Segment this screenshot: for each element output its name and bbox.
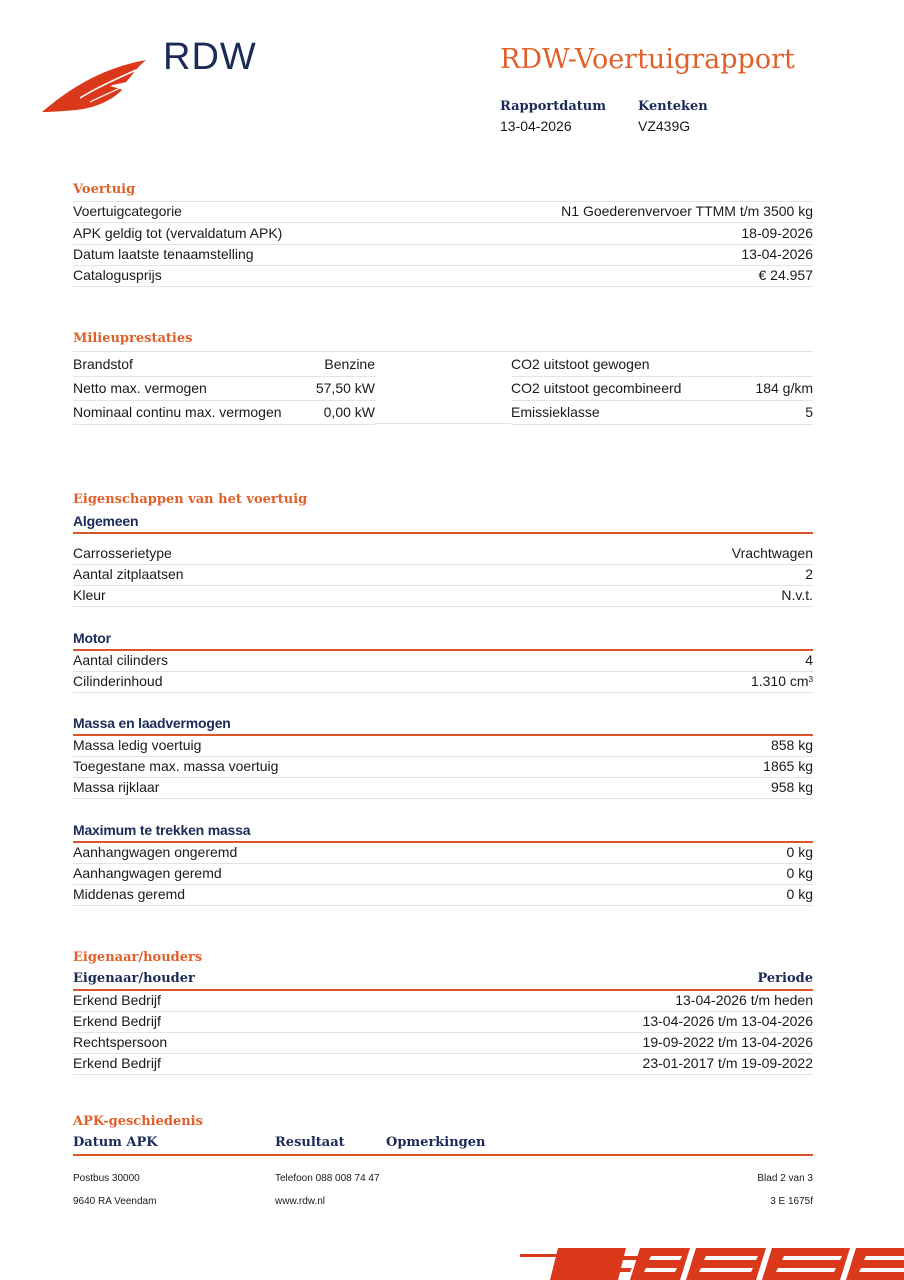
row-value: 1865 kg — [763, 758, 813, 774]
footer-telefoon: Telefoon 088 008 74 47 — [275, 1173, 380, 1184]
footer-code: 3 E 1675f — [770, 1196, 813, 1207]
divider — [73, 532, 813, 534]
row-value: 4 — [805, 652, 813, 668]
row-label: Massa rijklaar — [73, 779, 160, 795]
row-label: Catalogusprijs — [73, 267, 162, 283]
row-label: Erkend Bedrijf — [73, 1055, 161, 1071]
row-value: 2 — [805, 566, 813, 582]
row-label: Erkend Bedrijf — [73, 992, 161, 1008]
datum-apk-column-header: Datum APK — [73, 1135, 158, 1150]
row-label: Emissieklasse — [511, 404, 600, 420]
owner-row — [73, 1011, 813, 1033]
eigenaar-section-title: Eigenaar/houders — [73, 950, 203, 965]
kenteken-value: VZ439G — [638, 118, 691, 134]
milieu-row — [73, 352, 375, 377]
row-label: Aantal cilinders — [73, 652, 168, 668]
owner-row — [73, 1032, 813, 1054]
milieu-row — [73, 400, 375, 425]
row-label: Aanhangwagen ongeremd — [73, 844, 238, 860]
row-label: Cilinderinhoud — [73, 673, 163, 689]
algemeen-row — [73, 564, 813, 586]
eigenschappen-section-title: Eigenschappen van het voertuig — [73, 492, 308, 507]
row-value: N1 Goederenvervoer TTMM t/m 3500 kg — [561, 203, 813, 219]
decorative-stripes-icon — [520, 1244, 904, 1280]
kenteken-label: Kenteken — [638, 99, 708, 114]
voertuig-row — [73, 201, 813, 223]
row-value: 18-09-2026 — [741, 225, 813, 241]
massa-subtitle: Massa en laadvermogen — [73, 715, 231, 731]
row-value: 57,50 kW — [315, 380, 375, 396]
row-value: € 24.957 — [758, 267, 813, 283]
row-value: 0 kg — [786, 886, 813, 902]
divider — [375, 352, 511, 424]
trekken-row — [73, 842, 813, 864]
row-label: Datum laatste tenaamstelling — [73, 246, 254, 262]
row-value: 184 g/km — [755, 380, 813, 396]
row-value: 23-01-2017 t/m 19-09-2022 — [642, 1055, 813, 1071]
voertuig-row — [73, 265, 813, 287]
divider — [73, 1154, 813, 1156]
rapportdatum-label: Rapportdatum — [500, 99, 606, 114]
row-label: Voertuigcategorie — [73, 203, 182, 219]
row-value: Benzine — [324, 356, 375, 372]
report-title: RDW-Voertuigrapport — [500, 44, 795, 75]
milieu-section-title: Milieuprestaties — [73, 331, 193, 346]
row-label: Carrosserietype — [73, 545, 172, 561]
row-value: 13-04-2026 t/m 13-04-2026 — [642, 1013, 813, 1029]
massa-row — [73, 756, 813, 778]
row-value: 5 — [805, 404, 813, 420]
row-label: Netto max. vermogen — [73, 380, 207, 396]
row-label: Toegestane max. massa voertuig — [73, 758, 279, 774]
algemeen-row — [73, 543, 813, 565]
row-value: 13-04-2026 — [741, 246, 813, 262]
footer-postcode: 9640 RA Veendam — [73, 1196, 157, 1207]
rdw-feather-logo-icon — [40, 58, 150, 116]
unit-superscript: 3 — [808, 675, 813, 684]
trekken-subtitle: Maximum te trekken massa — [73, 822, 251, 838]
milieu-row — [73, 376, 375, 401]
motor-subtitle: Motor — [73, 630, 111, 646]
motor-row — [73, 650, 813, 672]
massa-row — [73, 777, 813, 799]
opmerkingen-column-header: Opmerkingen — [386, 1135, 486, 1150]
row-label: CO2 uitstoot gewogen — [511, 356, 650, 372]
massa-row — [73, 735, 813, 757]
motor-row — [73, 671, 813, 693]
row-value: 13-04-2026 t/m heden — [675, 992, 813, 1008]
rapportdatum-value: 13-04-2026 — [500, 118, 572, 134]
row-value: N.v.t. — [781, 587, 813, 603]
row-label: Massa ledig voertuig — [73, 737, 202, 753]
row-value: 0,00 kW — [323, 404, 375, 420]
resultaat-column-header: Resultaat — [275, 1135, 345, 1150]
milieu-row — [511, 400, 813, 425]
algemeen-row — [73, 585, 813, 607]
footer-website[interactable]: www.rdw.nl — [275, 1196, 326, 1207]
row-label: Brandstof — [73, 356, 133, 372]
row-value: 19-09-2022 t/m 13-04-2026 — [642, 1034, 813, 1050]
apk-section-title: APK-geschiedenis — [73, 1114, 203, 1129]
row-label: Middenas geremd — [73, 886, 186, 902]
owner-row — [73, 1053, 813, 1075]
row-label: Kleur — [73, 587, 106, 603]
row-value: 958 kg — [770, 779, 813, 795]
trekken-row — [73, 863, 813, 885]
logo-text: RDW — [163, 36, 257, 78]
row-label: Aanhangwagen geremd — [73, 865, 222, 881]
row-label: CO2 uitstoot gecombineerd — [511, 380, 682, 396]
row-label: Rechtspersoon — [73, 1034, 168, 1050]
row-label: Nominaal continu max. vermogen — [73, 404, 282, 420]
voertuig-row — [73, 244, 813, 266]
row-value: 0 kg — [786, 865, 813, 881]
row-value: Vrachtwagen — [731, 545, 813, 561]
algemeen-subtitle: Algemeen — [73, 513, 139, 529]
row-value: 0 kg — [786, 844, 813, 860]
milieu-row — [511, 352, 813, 377]
trekken-row — [73, 884, 813, 906]
milieu-row — [511, 376, 813, 401]
footer-page-number: Blad 2 van 3 — [757, 1173, 813, 1184]
footer-postbus: Postbus 30000 — [73, 1173, 140, 1184]
voertuig-section-title: Voertuig — [73, 182, 136, 197]
voertuig-row — [73, 223, 813, 245]
row-value: 858 kg — [770, 737, 813, 753]
row-label: Aantal zitplaatsen — [73, 566, 184, 582]
owner-column-header: Eigenaar/houder — [73, 971, 195, 986]
owner-row — [73, 990, 813, 1012]
row-label: Erkend Bedrijf — [73, 1013, 161, 1029]
row-value: 1.310 $cm^3$ — [750, 673, 813, 689]
period-column-header: Periode — [757, 971, 813, 986]
row-label: APK geldig tot (vervaldatum APK) — [73, 225, 283, 241]
